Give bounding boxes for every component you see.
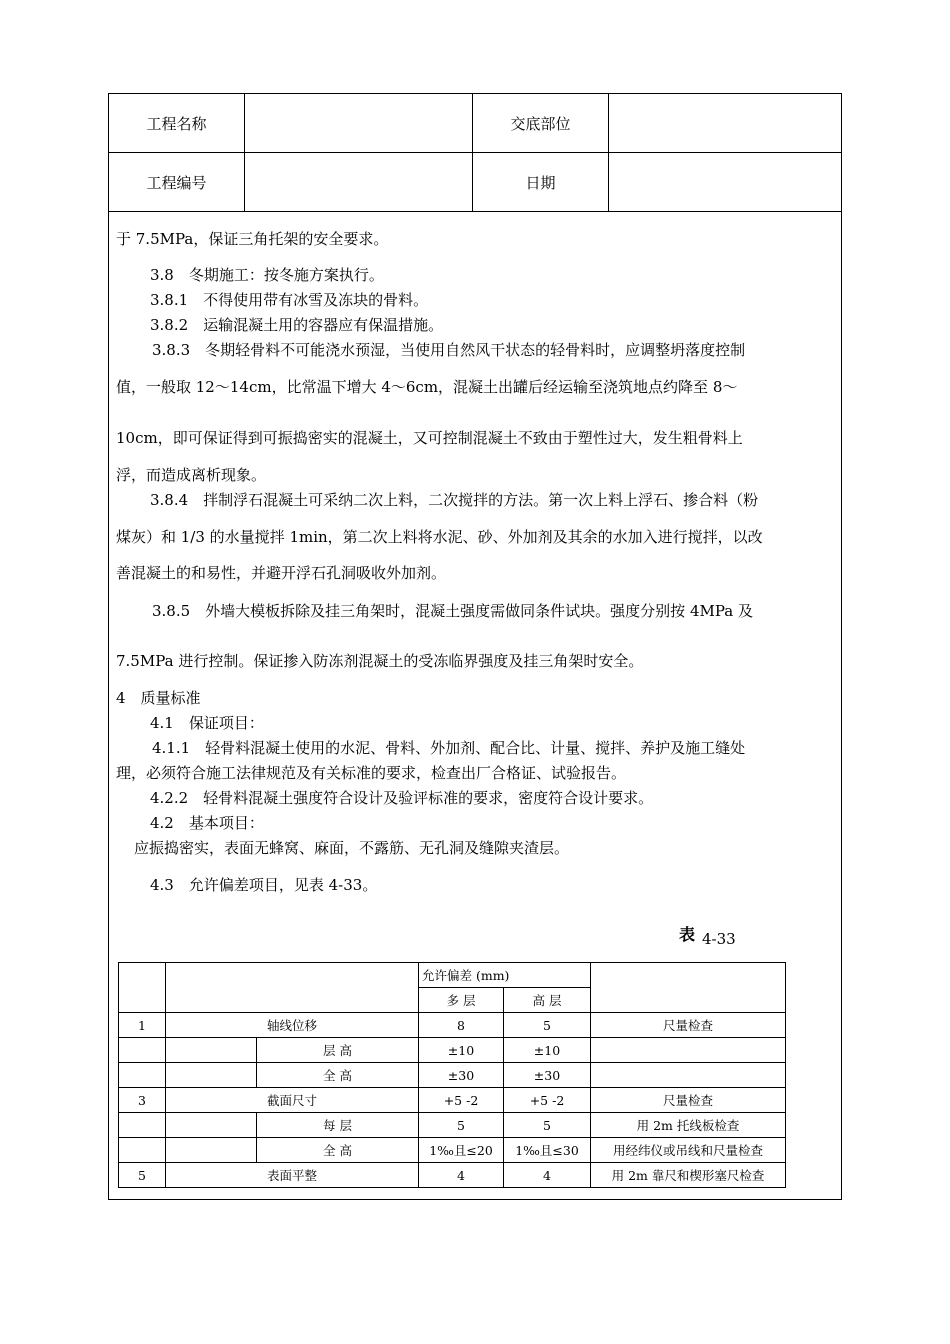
project-no-label: 工程编号 — [109, 153, 245, 212]
tolerance-table — [118, 962, 786, 1188]
row-item — [166, 1113, 257, 1138]
project-no-value — [245, 153, 473, 212]
row-high: 5 — [504, 1113, 591, 1138]
header-table — [108, 93, 842, 212]
paragraph-line: 应振捣密实，表面无蜂窝、麻面，不露筋、无孔洞及缝隙夹渣层。 — [134, 839, 570, 857]
table-row — [119, 1038, 786, 1063]
row-multi: 8 — [419, 1013, 504, 1038]
row-no — [119, 1038, 166, 1063]
row-multi: 4 — [419, 1163, 504, 1188]
row-multi: +5 -2 — [419, 1088, 504, 1113]
row-no — [119, 1113, 166, 1138]
row-high: 4 — [504, 1163, 591, 1188]
header-cell — [591, 963, 786, 1013]
paragraph-line: 4.1.1 轻骨料混凝土使用的水泥、骨料、外加剂、配合比、计量、搅拌、养护及施工缝处 — [152, 739, 746, 757]
row-sub: 全 高 — [257, 1063, 419, 1088]
row-method: 用经纬仪或吊线和尺量检查 — [591, 1138, 786, 1163]
row-high: ±30 — [504, 1063, 591, 1088]
paragraph-line: 于 7.5MPa，保证三角托架的安全要求。 — [116, 230, 389, 248]
row-multi: 1‰且≤20 — [419, 1138, 504, 1163]
paragraph-line: 4.3 允许偏差项目，见表 4-33。 — [150, 876, 378, 894]
row-item — [166, 1038, 257, 1063]
section-heading: 3.8 冬期施工：按冬施方案执行。 — [150, 266, 384, 284]
project-name-value — [245, 94, 473, 153]
row-method — [591, 1038, 786, 1063]
date-value — [609, 153, 842, 212]
paragraph-line: 3.8.4 拌制浮石混凝土可采纳二次上料，二次搅拌的方法。第一次上料上浮石、掺合料（粉 — [150, 491, 759, 509]
row-no — [119, 1063, 166, 1088]
header-cell — [166, 963, 419, 1013]
paragraph-line: 4.2.2 轻骨料混凝土强度符合设计及验评标准的要求，密度符合设计要求。 — [150, 789, 654, 807]
project-name-label: 工程名称 — [109, 94, 245, 153]
table-row — [119, 1113, 786, 1138]
row-high: +5 -2 — [504, 1088, 591, 1113]
paragraph-line: 3.8.5 外墙大模板拆除及挂三角架时，混凝土强度需做同条件试块。强度分别按 4MPa 及 — [152, 602, 753, 620]
row-multi: ±30 — [419, 1063, 504, 1088]
paragraph-line: 理，必须符合施工法律规范及有关标准的要求，检查出厂合格证、试验报告。 — [116, 764, 627, 782]
row-sub: 全 高 — [257, 1138, 419, 1163]
row-multi: 5 — [419, 1113, 504, 1138]
table-row — [119, 1063, 786, 1088]
row-no: 5 — [119, 1163, 166, 1188]
row-item — [166, 1063, 257, 1088]
row-sub: 层 高 — [257, 1038, 419, 1063]
row-no: 1 — [119, 1013, 166, 1038]
row-multi: ±10 — [419, 1038, 504, 1063]
table-row — [119, 1013, 786, 1038]
row-high: 1‰且≤30 — [504, 1138, 591, 1163]
row-method: 尺量检查 — [591, 1013, 786, 1038]
section-heading: 4 质量标准 — [116, 689, 201, 707]
row-method: 尺量检查 — [591, 1088, 786, 1113]
row-item: 轴线位移 — [166, 1013, 419, 1038]
row-item: 截面尺寸 — [166, 1088, 419, 1113]
paragraph-line: 3.8.1 不得使用带有冰雪及冻块的骨料。 — [150, 291, 429, 309]
table-caption-number: 4-33 — [702, 930, 736, 948]
paragraph-line: 10cm，即可保证得到可振捣密实的混凝土，又可控制混凝土不致由于塑性过大，发生粗骨料上 — [116, 429, 743, 447]
table-row — [119, 1088, 786, 1113]
table-row — [119, 1138, 786, 1163]
handover-part-value — [609, 94, 842, 153]
paragraph-line: 善混凝土的和易性，并避开浮石孔洞吸收外加剂。 — [116, 564, 447, 582]
paragraph-line: 浮，而造成离析现象。 — [116, 466, 267, 484]
handover-part-label: 交底部位 — [473, 94, 609, 153]
paragraph-line: 3.8.2 运输混凝土用的容器应有保温措施。 — [150, 316, 444, 334]
row-item — [166, 1138, 257, 1163]
row-method — [591, 1063, 786, 1088]
table-caption-prefix: 表 — [679, 925, 696, 944]
row-no — [119, 1138, 166, 1163]
header-high: 高 层 — [504, 988, 591, 1013]
table-row — [119, 1163, 786, 1188]
row-no: 3 — [119, 1088, 166, 1113]
paragraph-line: 7.5MPa 进行控制。保证掺入防冻剂混凝土的受冻临界强度及挂三角架时安全。 — [116, 652, 644, 670]
paragraph-line: 4.1 保证项目： — [150, 714, 264, 732]
row-method: 用 2m 靠尺和楔形塞尺检查 — [591, 1163, 786, 1188]
paragraph-line: 值，一般取 12～14cm，比常温下增大 4～6cm，混凝土出罐后经运输至浇筑地点约降至 8～ — [116, 378, 738, 396]
row-high: ±10 — [504, 1038, 591, 1063]
row-item: 表面平整 — [166, 1163, 419, 1188]
paragraph-line: 4.2 基本项目： — [150, 814, 264, 832]
date-label: 日期 — [473, 153, 609, 212]
header-multi: 多 层 — [419, 988, 504, 1013]
row-high: 5 — [504, 1013, 591, 1038]
header-allow: 允许偏差 (mm) — [419, 963, 591, 988]
paragraph-line: 煤灰）和 1/3 的水量搅拌 1min，第二次上料将水泥、砂、外加剂及其余的水加入进行搅拌，以改 — [116, 528, 763, 546]
paragraph-line: 3.8.3 冬期轻骨料不可能浇水预湿，当使用自然风干状态的轻骨料时，应调整坍落度控制 — [152, 341, 746, 359]
row-sub: 每 层 — [257, 1113, 419, 1138]
row-method: 用 2m 托线板检查 — [591, 1113, 786, 1138]
header-cell — [119, 963, 166, 1013]
